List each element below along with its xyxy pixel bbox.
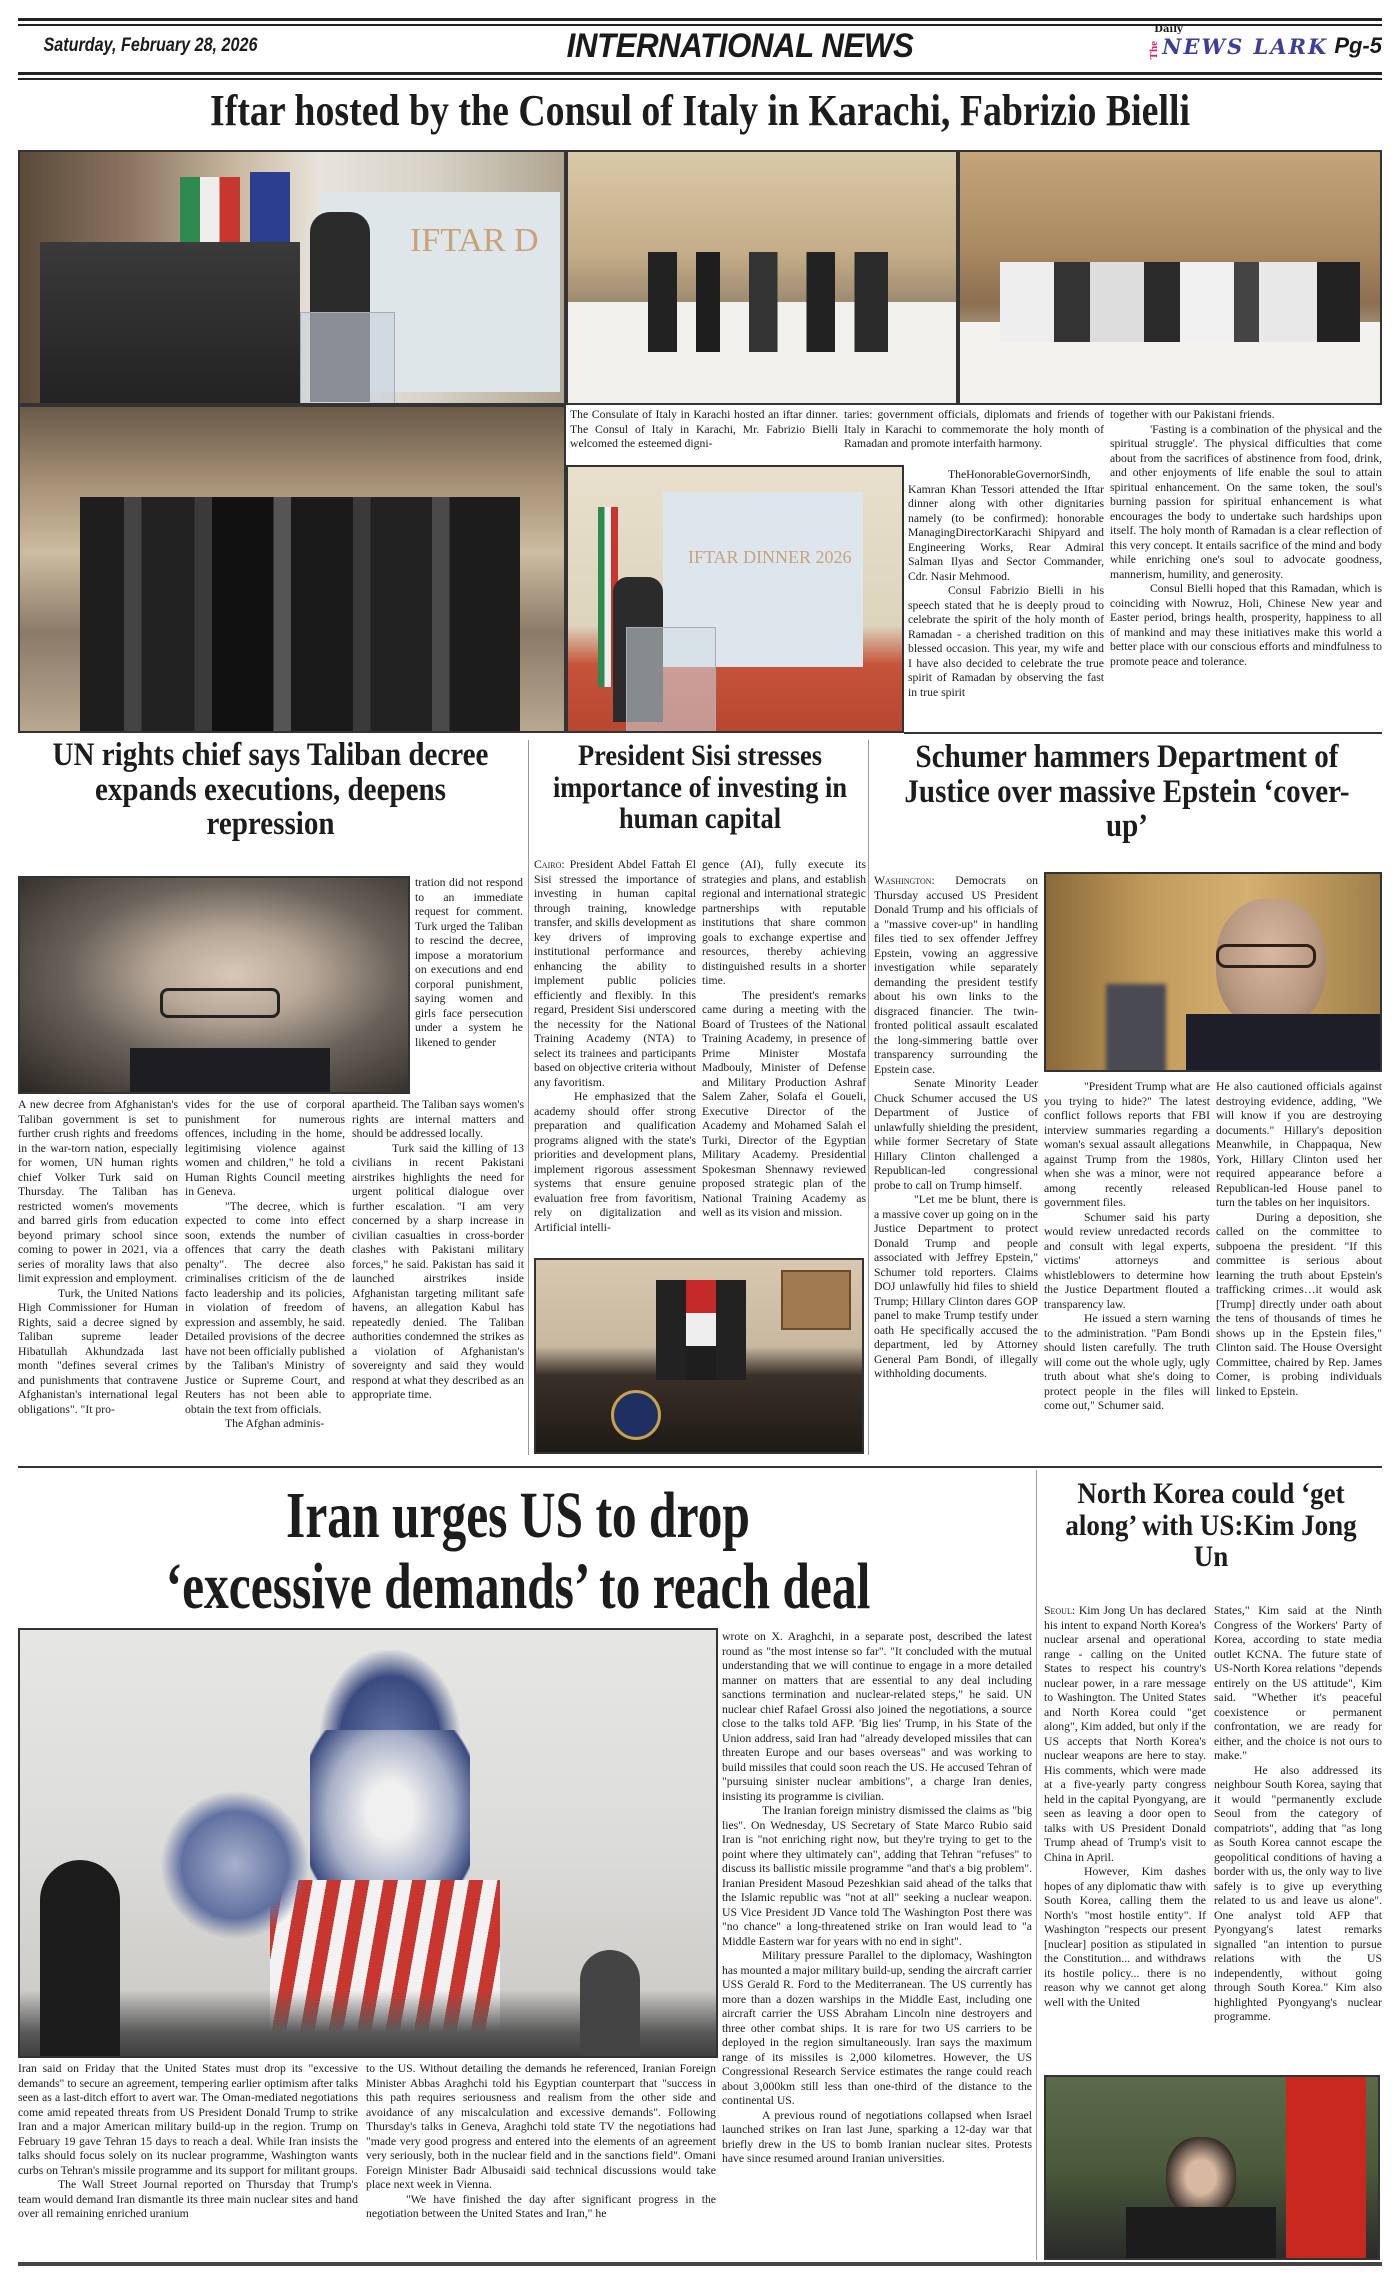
un-para: vides for the use of corporal punishment for numerous offences, including in the home, legitimising violence against women and children," he told a Human Rights Council meeting in Geneva. — [185, 1098, 345, 1198]
iftar-para: Consul Bielli hoped that this Ramadan, which is coinciding with Nowruz, Holi, Chinese New year and Easter period, brings health, prosperity, happiness to all of mankind and may these initiatives make this world a better place with our conscious efforts and mindfulness to promote peace and tolerance. — [1110, 582, 1382, 668]
iran-para: "We have finished the day after significant progress in the negotiation between the United States and Iran," he — [366, 2192, 716, 2220]
un-para: Turk, the United Nations High Commissioner for Human Rights, said a decree signed by Taliban supreme leader Hibatullah Akhundzada last month "defines several crimes and punishments that contravene Afghanistan's international legal obligations". "It pro- — [18, 1286, 178, 1416]
iran-para: A previous round of negotiations collapsed when Israel launched strikes on Iran last June, sparking a 12-day war that briefly drew in the US to bomb Iranian nuclear sites. Protests have since resumed around Iranian universities. — [722, 2108, 1032, 2165]
iran-para: to the US. Without detailing the demands he referenced, Iranian Foreign Minister Abbas Araghchi told his Egyptian counterpart that "success in this path requires seriousness and realism from the other side and avoidance of any miscalculation and excessive demands". Following Thursday's talks in Geneva, Araghchi told state TV the negotiations had "made very good progress and entered into the elements of an agreement very seriously, both in the nuclear field and in the sanctions field". Omani Foreign Minister Badr Albusaidi said technical discussions would take place next week in Vienna. — [366, 2062, 716, 2191]
un-col1 — [18, 1098, 178, 1417]
iran-para: The Wall Street Journal reported on Thursday that Trump's team would demand Iran dismantle its three main nuclear sites and hand over all remaining enriched uranium — [18, 2178, 358, 2220]
schumer-para: Schumer said his party would review unredacted records and consult with legal experts, victims' attorneys and whistleblowers to determine how the Justice Department flouted a transparency law. — [1044, 1210, 1210, 1311]
sisi-dateline: Cairo: — [534, 858, 565, 871]
iftar-bottom-rule — [904, 732, 1382, 734]
un-para: The Afghan adminis- — [225, 1417, 325, 1430]
iftar-col3 — [1110, 408, 1382, 669]
iran-photo-mural — [18, 1628, 718, 2058]
un-col2 — [185, 1098, 345, 1432]
schumer-para: "President Trump what are you trying to hide?" The latest conflict follows reports that FBI interview summaries regarding a woman's sexual assault allegations against Trump from the 1980s, when she was a minor, were not among recently released government files. — [1044, 1080, 1210, 1209]
iran-bottom-col2 — [366, 2062, 716, 2222]
sisi-para — [534, 858, 696, 1090]
schumer-col1 — [874, 874, 1038, 1382]
schumer-para: Senate Minority Leader Chuck Schumer accused the US Department of Justice of unlawfully shielding the president, while former Secretary of State Hillary Clinton challenged a Republican-led congressional probe to call on Trump himself. — [874, 1077, 1038, 1192]
iftar-banner-text-2: IFTAR DINNER 2026 — [688, 547, 852, 567]
schumer-para — [874, 874, 1038, 1077]
section-divider — [18, 1466, 1382, 1468]
iftar-headline: Iftar hosted by the Consul of Italy in Karachi, Fabrizio Bielli — [209, 86, 1191, 135]
iran-para: The Iranian foreign ministry dismissed the claims as "big lies". On Wednesday, US Secretary of State Marco Rubio said Iran is "not enriching right now, but they're trying to get to the point where they ultimately can", adding that Tehran "refuses" to discuss its ballistic missile programme "and that's a big problem". Iranian President Masoud Pezeshkian said ahead of the talks that the Islamic republic was "not at all" seeking a nuclear weapon. US Vice President JD Vance told The Washington Post there was "no chance" a long-threatened strike on Iran would lead to "a Middle Eastern war for years with no end in sight". — [722, 1804, 1032, 1948]
schumer-headline: Schumer hammers Department of Justice over massive Epstein ‘cover-up’ — [904, 739, 1350, 845]
sisi-photo-meeting — [534, 1258, 864, 1454]
logo-the: The — [1148, 40, 1161, 59]
issue-date: Saturday, February 28, 2026 — [43, 35, 258, 56]
schumer-col3 — [1216, 1080, 1382, 1399]
nk-col1 — [1044, 1604, 1206, 2010]
iftar-banner-text-1: IFTAR D — [410, 222, 539, 259]
newspaper-logo — [1082, 24, 1382, 59]
sisi-para: The president's remarks came during a meeting with the Board of Trustees of the National Training Academy, in presence of Prime Minister Mostafa Madbouly, Minister of Defense and Military Production Ashraf Salem Zaher, Solafa el Goueli, Executive Director of the Academy and Mohamed Salah el Turki, Director of the Egyptian Military Academy. Presidential Spokesman Shennawy reviewed proposed strategic plan of the National Training Academy as well as its vision and mission. — [702, 988, 866, 1219]
iftar-photo-podium — [18, 150, 566, 405]
iftar-photo-guests — [566, 150, 958, 405]
iran-headline-line1: Iran urges US to drop — [286, 1479, 750, 1552]
un-para: apartheid. The Taliban says women's rights are internal matters and should be addressed locally. — [352, 1098, 524, 1140]
masthead — [18, 22, 1382, 70]
un-wrap-col — [415, 876, 523, 1050]
iran-headline — [143, 1480, 893, 1623]
iftar-col2-top — [844, 408, 1104, 452]
iftar-para: TheHonorableGovernorSindh, Kamran Khan Tessori attended the Iftar dinner along with other dignitaries namely (to be confirmed): honorable ManagingDirectorKarachi Shipyard and Engineering Works, Rear Admiral Salman Ilyas and Sector Commander, Cdr. Nasir Mehmood. — [908, 468, 1104, 583]
un-para: tration did not respond to an immediate request for comment. Turk urged the Taliban to rescind the decree, impose a moratorium on executions and end corporal punishment, saying women and girls face persecution under a system he likened to gender — [415, 876, 523, 1049]
iran-bottom-col1 — [18, 2062, 358, 2222]
iftar-col1 — [570, 408, 838, 452]
sisi-headline: President Sisi stresses importance of investing in human capital — [552, 739, 848, 835]
sisi-col1 — [534, 858, 696, 1235]
page-bottom-rule — [18, 2262, 1382, 2266]
nk-col2 — [1214, 1604, 1382, 2025]
un-col3 — [352, 1098, 524, 1403]
column-divider — [528, 740, 529, 1455]
iftar-para: The Consulate of Italy in Karachi hosted an iftar dinner. The Consul of Italy in Karachi, Mr. Fabrizio Bielli welcomed the esteemed digni- — [570, 408, 838, 450]
logo-daily: Daily — [1154, 24, 1183, 35]
iftar-para: Consul Fabrizio Bielli in his speech stated that he is deeply proud to celebrate the spirit of the holy month of Ramadan - a cherished tradition on this blessed occasion. This year, my wife and I have also decided to celebrate the true spirit of Ramadan by observing the fast in true spirit — [908, 584, 1104, 699]
iftar-para: together with our Pakistani friends. — [1110, 408, 1275, 421]
iftar-para: 'Fasting is a combination of the physical and the spiritual struggle'. The physical difficulties that come about from the sacrifices of abstinence from food, drink, and other enjoyments of life enable the soul to attain spiritual enhancement. On the same token, the soul's burning passion for spiritual enhancement is what encourages the body to undertake such hardships upon itself. The holy month of Ramadan is a clear reflection of this very concept. It entails sacrifice of the mind and body while enriching one's soul to advocate goodness, mannerism, humility, and generosity. — [1110, 422, 1382, 581]
iran-headline-line2: ‘excessive demands’ to reach deal — [165, 1550, 871, 1624]
sisi-para-text: President Abdel Fattah El Sisi stressed the importance of investing in human capital through training, knowledge transfer, and skills development as key drivers of improving institutional performance and enhancing the ability to implement public policies efficiently and flexibly. In this regard, President Sisi underscored the necessity for the National Training Academy (NTA) to select its trainees and participants based on objective criteria without any favoritism. — [534, 858, 696, 1089]
iran-right-col — [722, 1630, 1032, 2167]
nk-para-text: Kim Jong Un has declared his intent to expand North Korea's nuclear arsenal and operational range - calling on the United States to respect his country's nuclear power, in a rare message to Washington. The United States and North Korea could "get along", Kim added, but only if the US accepts that North Korea's nuclear weapons are here to stay. His comments, which were made at a five-yearly party congress held in the capital Pyongyang, are seen as leaving a door open to talks with US President Donald Trump ahead of Trump's visit to China in April. — [1044, 1604, 1206, 1864]
schumer-photo — [1044, 872, 1382, 1072]
nk-para — [1044, 1604, 1206, 1865]
schumer-dateline: Washington: — [874, 874, 935, 887]
masthead-bottom-rule — [18, 72, 1382, 80]
un-headline: UN rights chief says Taliban decree expands executions, deepens repression — [52, 737, 489, 843]
schumer-para: "Let me be blunt, there is a massive cover up going on in the Justice Department to protect Donald Trump and people associated with Jeffrey Epstein," Schumer told reporters. Claims DOJ unlawfully hid files to shield Trump; Hillary Clinton dares GOP panel to make Trump testify under oath He specifically accused the department, led by Attorney General Pam Bondi, of illegally withholding documents. — [874, 1193, 1038, 1380]
schumer-para: He also cautioned officials against destroying evidence, adding, "We will know if you are destroying documents." Hillary's deposition Meanwhile, in Chappaqua, New York, Hillary Clinton used her required appearance before a Republican-led House panel to turn the tables on her inquisitors. — [1216, 1080, 1382, 1209]
schumer-para: During a deposition, she called on the committee to subpoena the president. "If this committee is serious about learning the truth about Epstein's trafficking crimes…it would ask [Trump] directly under oath about the tens of thousands of times he shows up in the Epstein files," Clinton said. The House Oversight Committee, chaired by Rep. James Comer, is probing individuals linked to Epstein. — [1216, 1210, 1382, 1398]
nk-para: He also addressed its neighbour South Korea, saying that it would "permanently exclude Seoul from the category of compatriots", adding that "as long as South Korea cannot escape the geopolitical conditions of having a border with us, the only way to live safely is to give up everything related to us and leave us alone". One analyst told AFP that Pyongyang's latest remarks signalled "an intention to pursue relations with the US independently, without going through South Korea." Kim also highlighted Pyongyang's nuclear programme. — [1214, 1763, 1382, 2023]
un-para: A new decree from Afghanistan's Taliban government is set to further crush rights and freedoms in the war-torn nation, especially for women, UN human rights chief Volker Turk said on Thursday. The Taliban has restricted women's movements and barred girls from education beyond primary school since coming to power in 2021, via a series of morality laws that also limit expression and employment. — [18, 1098, 178, 1285]
iran-para: Iran said on Friday that the United States must drop its "excessive demands" to secure an agreement, tempering earlier optimism after talks seen as a last-ditch effort to avert war. The Oman-mediated negotiations come amid repeated threats from US President Donald Trump to strike Iran and a major American military build-up in the region. Trump on February 19 gave Tehran 15 days to reach a deal. While Iran insists the talks should focus solely on its nuclear programme, Washington wants curbs on Tehran's missile programme and its support for militant groups. — [18, 2062, 358, 2177]
logo-name: NEWS LARK — [1162, 34, 1329, 59]
column-divider — [868, 740, 869, 1455]
nk-para: However, Kim dashes hopes of any diplomatic thaw with South Korea, calling them the North's "most hostile entity". If Washington "respects our present [nuclear] position as stipulated in the Constitution... and withdraws its hostile policy... there is no reason why we cannot get along well with the United — [1044, 1865, 1206, 2009]
iftar-photo-dinner — [958, 150, 1382, 405]
iftar-photo-delegation — [18, 405, 566, 733]
un-para: Turk said the killing of 13 civilians in recent Pakistani airstrikes highlights the need for urgent political dialogue over further escalation. "I am very concerned by a sharp increase in civilian casualties in cross-border clashes with Pakistani military forces," he said. Pakistan has said it launched airstrikes inside Afghanistan targeting militant safe havens, an allegation Kabul has repeatedly denied. The Taliban authorities condemned the strikes as a violation of Afghanistan's sovereignty and said they would respond at what they described as an appropriate time. — [352, 1141, 524, 1401]
nk-photo-kim — [1044, 2075, 1380, 2260]
sisi-para: He emphasized that the academy should offer strong preparation and qualification programs aligned with the state's priorities and development plans, implement rigorous assessment systems that ensure genuine evaluation free from favoritism, rely on digitalization and Artificial intelli- — [534, 1090, 696, 1234]
iran-para: wrote on X. Araghchi, in a separate post, described the latest round as "the most intense so far". "It concluded with the mutual understanding that we will continue to engage in a more detailed manner on matters that are essential to any deal including sanctions termination and nuclear-related steps," he said. UN nuclear chief Rafael Grossi also joined the negotiations, a source close to the talks told AFP. 'Big lies' Trump, in his State of the Union address, said Iran had "already developed missiles that can threaten Europe and our bases overseas" and was working to build missiles that could soon reach the US. He accused Tehran of "pursuing sinister nuclear ambitions", a charge Iran denies, insisting its programme is civilian. — [722, 1630, 1032, 1803]
page-number: Pg-5 — [1334, 33, 1382, 58]
iftar-para: taries: government officials, diplomats and friends of Italy in Karachi to commemorate the holy month of Ramadan and promote interfaith harmony. — [844, 408, 1104, 450]
schumer-para: He issued a stern warning to the administration. "Pam Bondi should listen carefully. The truth will come out the whole ugly, ugly truth about what she's doing to protect people in the files will come out," Schumer said. — [1044, 1312, 1210, 1412]
sisi-col2 — [702, 858, 866, 1221]
sisi-para: gence (AI), fully execute its strategies and plans, and establish regional and international strategic partnerships with reputable institutions that share common goals to exchange expertise and resources, thereby achieving distinguished results in a shorter time. — [702, 858, 866, 987]
un-photo-turk — [18, 876, 410, 1094]
nk-dateline: Seoul: — [1044, 1604, 1076, 1617]
nk-headline: North Korea could ‘get along’ with US:Kim Jong Un — [1065, 1477, 1357, 1573]
iran-para: Military pressure Parallel to the diplomacy, Washington has mounted a major military build-up, sending the aircraft carrier USS Gerald R. Ford to the Mediterranean. The US currently has more than a dozen warships in the Middle East, including one aircraft carrier the USS Abraham Lincoln nine destroyers and three other combat ships. It is rare for two US carriers to be deployed in the region simultaneously. Iran says the maximum range of its missiles is 2,000 kilometres. However, the US Congressional Research Service estimates the range could reach about 3,000km still less than one-third of the distance to the continental US. — [722, 1949, 1032, 2107]
column-divider — [1036, 1470, 1037, 2260]
section-title: INTERNATIONAL NEWS — [566, 26, 914, 65]
nk-para: States," Kim said at the Ninth Congress of the Workers' Party of Korea, according to state media outlet KCNA. The future state of US-North Korea relations "depends entirely on the US attitude", Kim said. "Whether it's peaceful coexistence or permanent confrontation, we are ready for either, and the choice is not ours to make." — [1214, 1604, 1382, 1762]
iftar-col2 — [908, 468, 1104, 700]
un-para: "The decree, which is expected to come into effect soon, extends the number of offences that carry the death penalty". The decree also criminalises criticism of the de facto leadership and its policies, in violation of freedom of expression and assembly, he said. Detailed provisions of the decree have not been officially published by the Taliban's Ministry of Justice or Supreme Court, and Reuters has not been able to obtain the text from officials. — [185, 1199, 345, 1416]
schumer-para-text: Democrats on Thursday accused US President Donald Trump and his officials of a "massive cover-up" in handling files tied to sex offender Jeffrey Epstein, vowing an aggressive investigation while separately demanding the president testify about his own links to the disgraced financier. The twin-fronted political assault escalated the long-simmering battle over transparency surrounding the Epstein case. — [874, 874, 1038, 1076]
schumer-col2 — [1044, 1080, 1210, 1414]
iftar-photo-speech — [566, 465, 904, 733]
